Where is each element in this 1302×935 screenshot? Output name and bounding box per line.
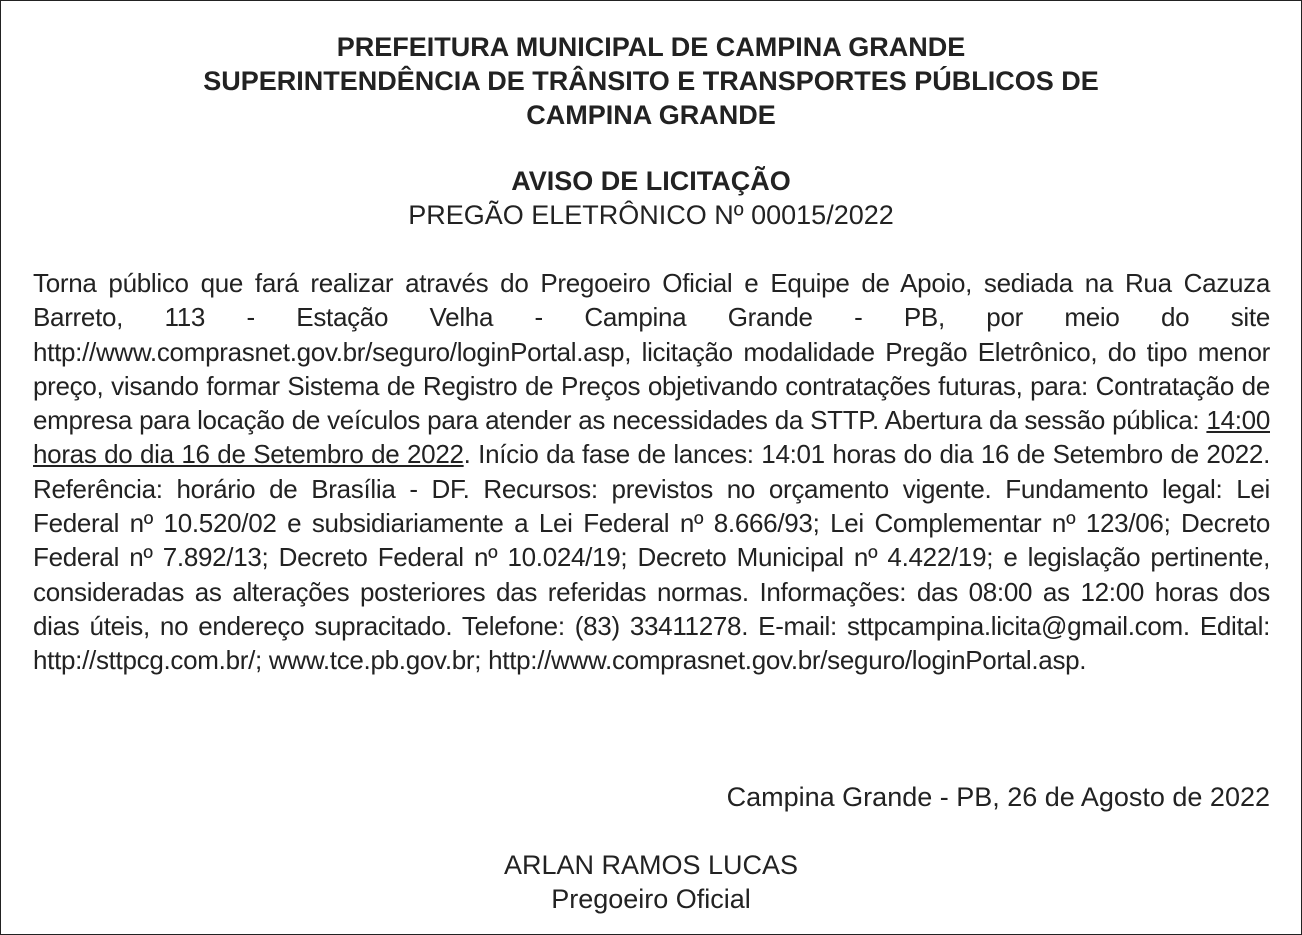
date-line: Campina Grande - PB, 26 de Agosto de 2022 [726,782,1270,812]
header-agency-city: CAMPINA GRANDE [526,100,776,130]
header-agency: SUPERINTENDÊNCIA DE TRÂNSITO E TRANSPORTES PÚBLICOS DE [203,66,1099,96]
notice-body [33,266,1270,678]
header-municipality: PREFEITURA MUNICIPAL DE CAMPINA GRANDE [336,32,966,62]
notice-subtitle: PREGÃO ELETRÔNICO Nº 00015/2022 [408,200,894,230]
header [0,30,1302,132]
body-text-part2: . Início da fase de lances: 14:01 horas do dia 16 de Setembro de 2022. Referência: horário de Brasília - DF. Recursos: previstos no orçamento vigente. Fundamento legal: Lei Federal nº 10.520/02 e subsidiariamente a Lei Federal nº 8.666/93; Lei Complementar nº 123/06; Decreto Federal nº 7.892/13; Decreto Federal nº 10.024/19; Decreto Municipal nº 4.422/19; e legislação pertinente, consideradas as alterações posteriores das referidas normas. Informações: das 08:00 as 12:00 horas dos dias úteis, no endereço supracitado. Telefone: (83) 33411278. E-mail: sttpcampina.licita@gmail.com. Edital: http://sttpcg.com.br/; www.tce.pb.gov.br; http://www.comprasnet.gov.br/seguro/loginPortal.asp. [33,439,1270,676]
session-opening-datetime: 14:00 horas do dia 16 de Setembro de 2022 [33,405,1270,470]
notice-title: AVISO DE LICITAÇÃO [511,166,791,196]
signature-block [0,848,1302,916]
signatory-name: ARLAN RAMOS LUCAS [503,850,799,880]
body-text-part1: Torna público que fará realizar através do Pregoeiro Oficial e Equipe de Apoio, sediada na Rua Cazuza Barreto, 113 - Estação Velha - Campina Grande - PB, por meio do site http://www.comprasnet.gov.br/seguro/loginPortal.asp, licitação modalidade Pregão Eletrônico, do tipo menor preço, visando formar Sistema de Registro de Preços objetivando contratações futuras, para: Contratação de empresa para locação de veículos para atender as necessidades da STTP. Abertura da sessão pública: [33,268,1270,436]
signatory-role: Pregoeiro Oficial [551,884,751,914]
